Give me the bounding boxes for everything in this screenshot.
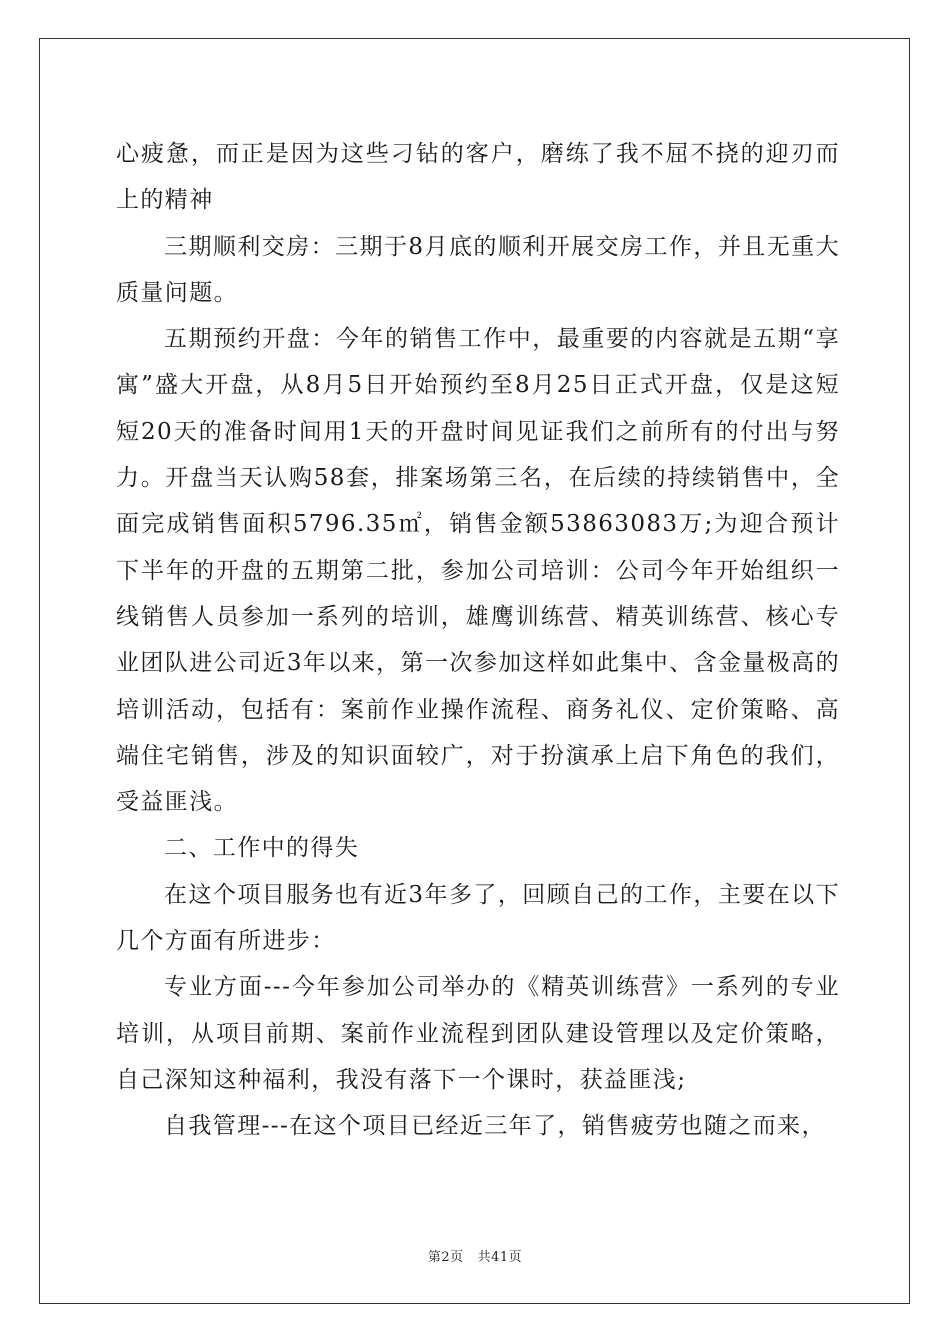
paragraph-1: 心疲惫，而正是因为这些刁钻的客户，磨练了我不屈不挠的迎刃而上的精神 bbox=[116, 141, 840, 214]
document-body bbox=[116, 131, 840, 1150]
page-number: 第2页 bbox=[427, 1250, 464, 1265]
paragraph-5: 在这个项目服务也有近3年多了，回顾自己的工作，主要在以下几个方面有所进步： bbox=[116, 881, 840, 955]
section-heading: 二、工作中的得失 bbox=[164, 835, 360, 862]
paragraph-6: 专业方面---今年参加公司举办的《精英训练营》一系列的专业培训，从项目前期、案前作业流程到团队建设管理以及定价策略，自己深知这种福利，我没有落下一个课时，获益匪浅; bbox=[116, 974, 840, 1093]
paragraph-2: 三期顺利交房：三期于8月底的顺利开展交房工作，并且无重大质量问题。 bbox=[116, 233, 840, 306]
page-footer bbox=[0, 1246, 950, 1265]
paragraph-3: 五期预约开盘：今年的销售工作中，最重要的内容就是五期“享寓”盛大开盘，从8月5日开始预约至8月25日正式开盘，仅是这短短20天的准备时间用1天的开盘时间见证我们之前所有的付出与努力。开盘当天认购58套，排案场第三名，在后续的持续销售中，全面完成销售面积5796.35㎡，销售金额53863083万;为迎合预计下半年的开盘的五期第二批，参加公司培训：公司今年开始组织一线销售人员参加一系列的培训，雄鹰训练营、精英训练营、核心专业团队进公司近3年以来，第一次参加这样如此集中、含金量极高的培训活动，包括有：案前作业操作流程、商务礼仪、定价策略、高端住宅销售，涉及的知识面较广，对于扮演承上启下角色的我们，受益匪浅。 bbox=[116, 326, 840, 816]
page-total: 共41页 bbox=[477, 1250, 523, 1265]
paragraph-7: 自我管理---在这个项目已经近三年了，销售疲劳也随之而来， bbox=[164, 1113, 826, 1140]
